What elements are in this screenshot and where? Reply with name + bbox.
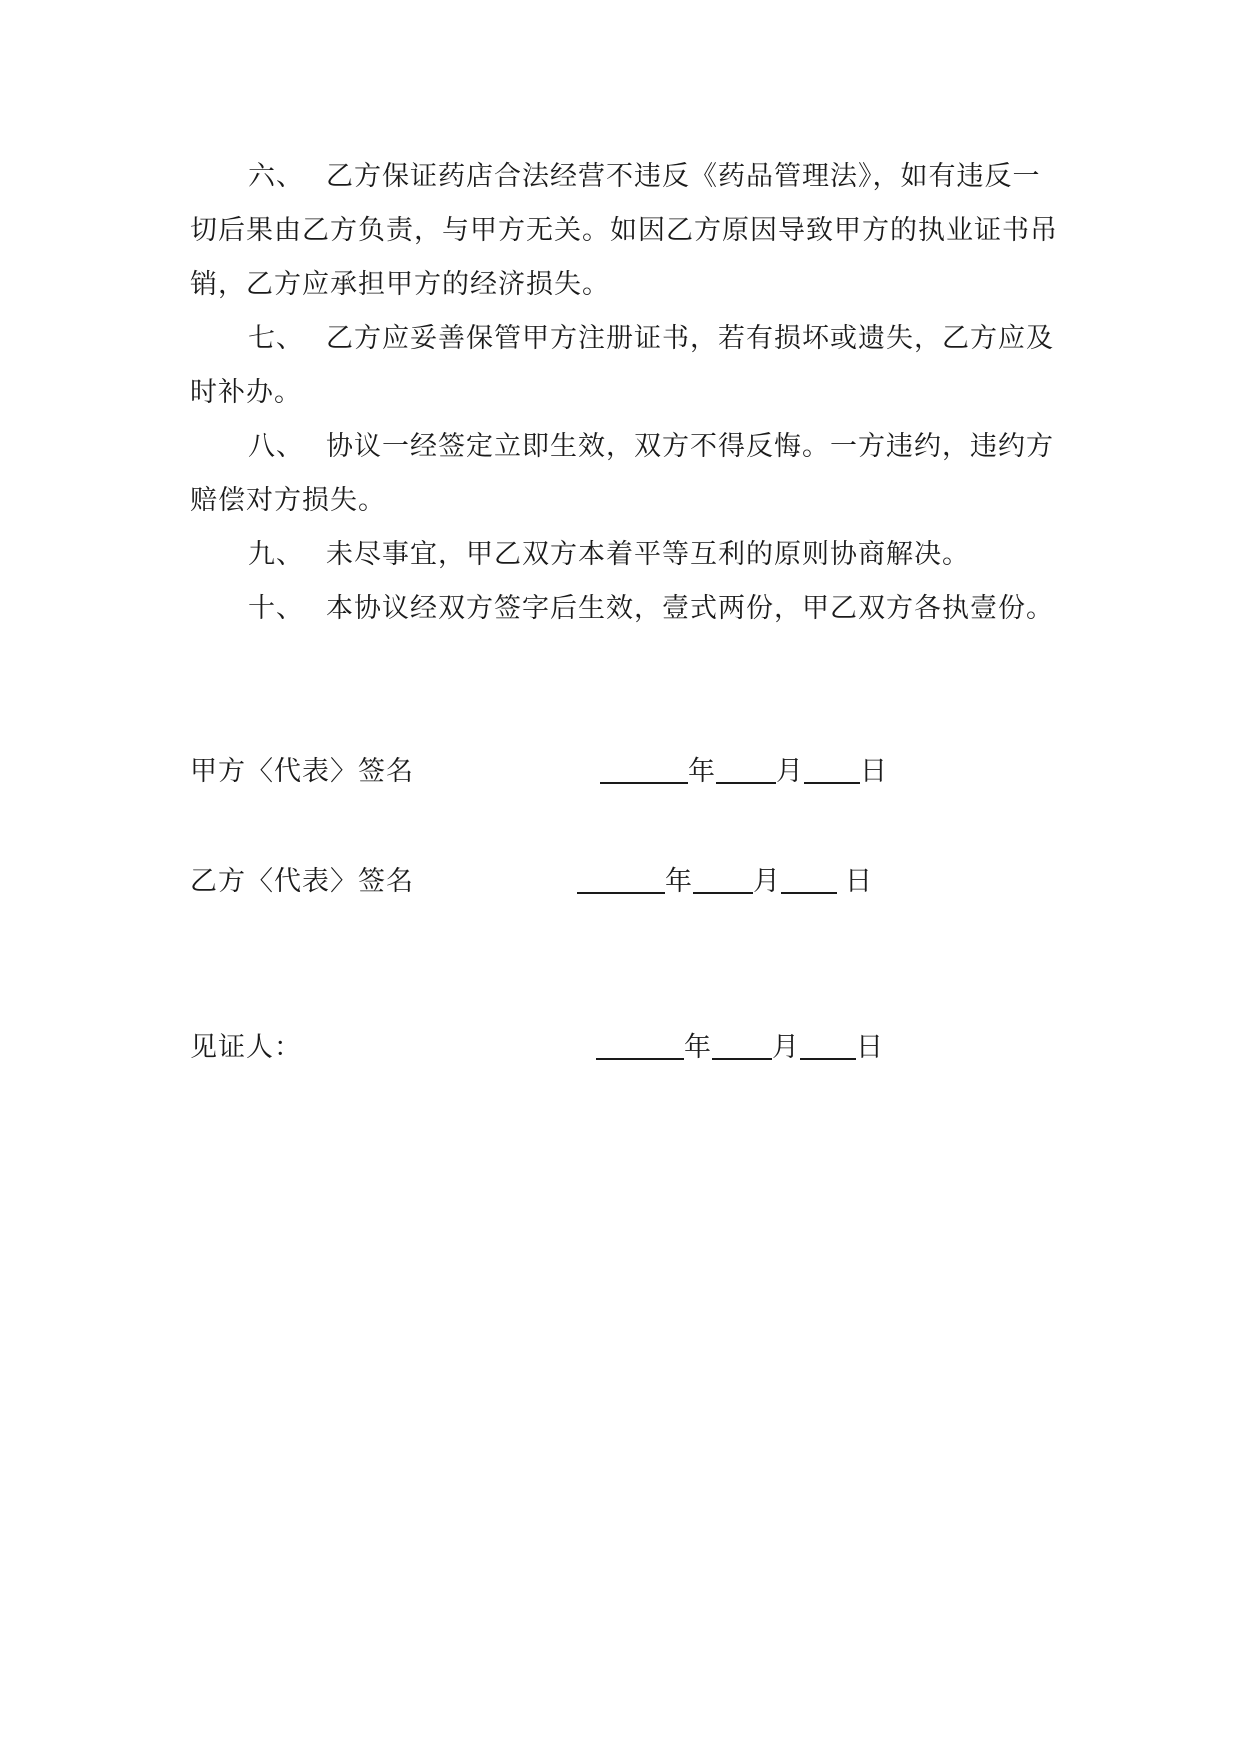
month-label: 月 (776, 756, 804, 787)
clause-10 (190, 582, 1065, 636)
clause-text: 乙方保证药店合法经营不违反《药品管理法》，如有违反一切后果由乙方负责，与甲方无关。如因乙方原因导致甲方的执业证书吊销，乙方应承担甲方的经济损失。 (190, 161, 1058, 300)
year-blank[interactable] (600, 752, 688, 784)
party-b-date (577, 862, 873, 902)
day-label: 日 (856, 1032, 884, 1063)
day-blank[interactable] (800, 1028, 856, 1060)
witness-date (596, 1028, 884, 1068)
clause-text: 本协议经双方签字后生效，壹式两份，甲乙双方各执壹份。 (326, 593, 1054, 624)
year-blank[interactable] (577, 862, 665, 894)
month-label: 月 (772, 1032, 800, 1063)
year-label: 年 (665, 866, 693, 897)
day-blank[interactable] (804, 752, 860, 784)
clause-number: 六、 (248, 161, 304, 192)
month-blank[interactable] (712, 1028, 772, 1060)
day-label: 日 (860, 756, 888, 787)
year-label: 年 (688, 756, 716, 787)
month-blank[interactable] (693, 862, 753, 894)
clause-8 (190, 420, 1065, 528)
clause-number: 十、 (248, 593, 304, 624)
party-a-date (600, 752, 888, 792)
party-a-signature-label: 甲方〈代表〉签名 (190, 756, 414, 787)
month-blank[interactable] (716, 752, 776, 784)
clause-number: 八、 (248, 431, 304, 462)
clause-6 (190, 150, 1065, 312)
day-blank[interactable] (781, 862, 837, 894)
clause-number: 七、 (248, 323, 304, 354)
clause-text: 协议一经签定立即生效，双方不得反悔。一方违约，违约方赔偿对方损失。 (190, 431, 1054, 516)
party-b-signature-label: 乙方〈代表〉签名 (190, 866, 414, 897)
clause-7 (190, 312, 1065, 420)
clause-9 (190, 528, 1065, 582)
clause-number: 九、 (248, 539, 304, 570)
year-label: 年 (684, 1032, 712, 1063)
month-label: 月 (753, 866, 781, 897)
witness-label: 见证人： (190, 1032, 302, 1063)
clause-text: 未尽事宜，甲乙双方本着平等互利的原则协商解决。 (326, 539, 970, 570)
day-label: 日 (845, 866, 873, 897)
clause-text: 乙方应妥善保管甲方注册证书，若有损坏或遗失，乙方应及时补办。 (190, 323, 1054, 408)
year-blank[interactable] (596, 1028, 684, 1060)
